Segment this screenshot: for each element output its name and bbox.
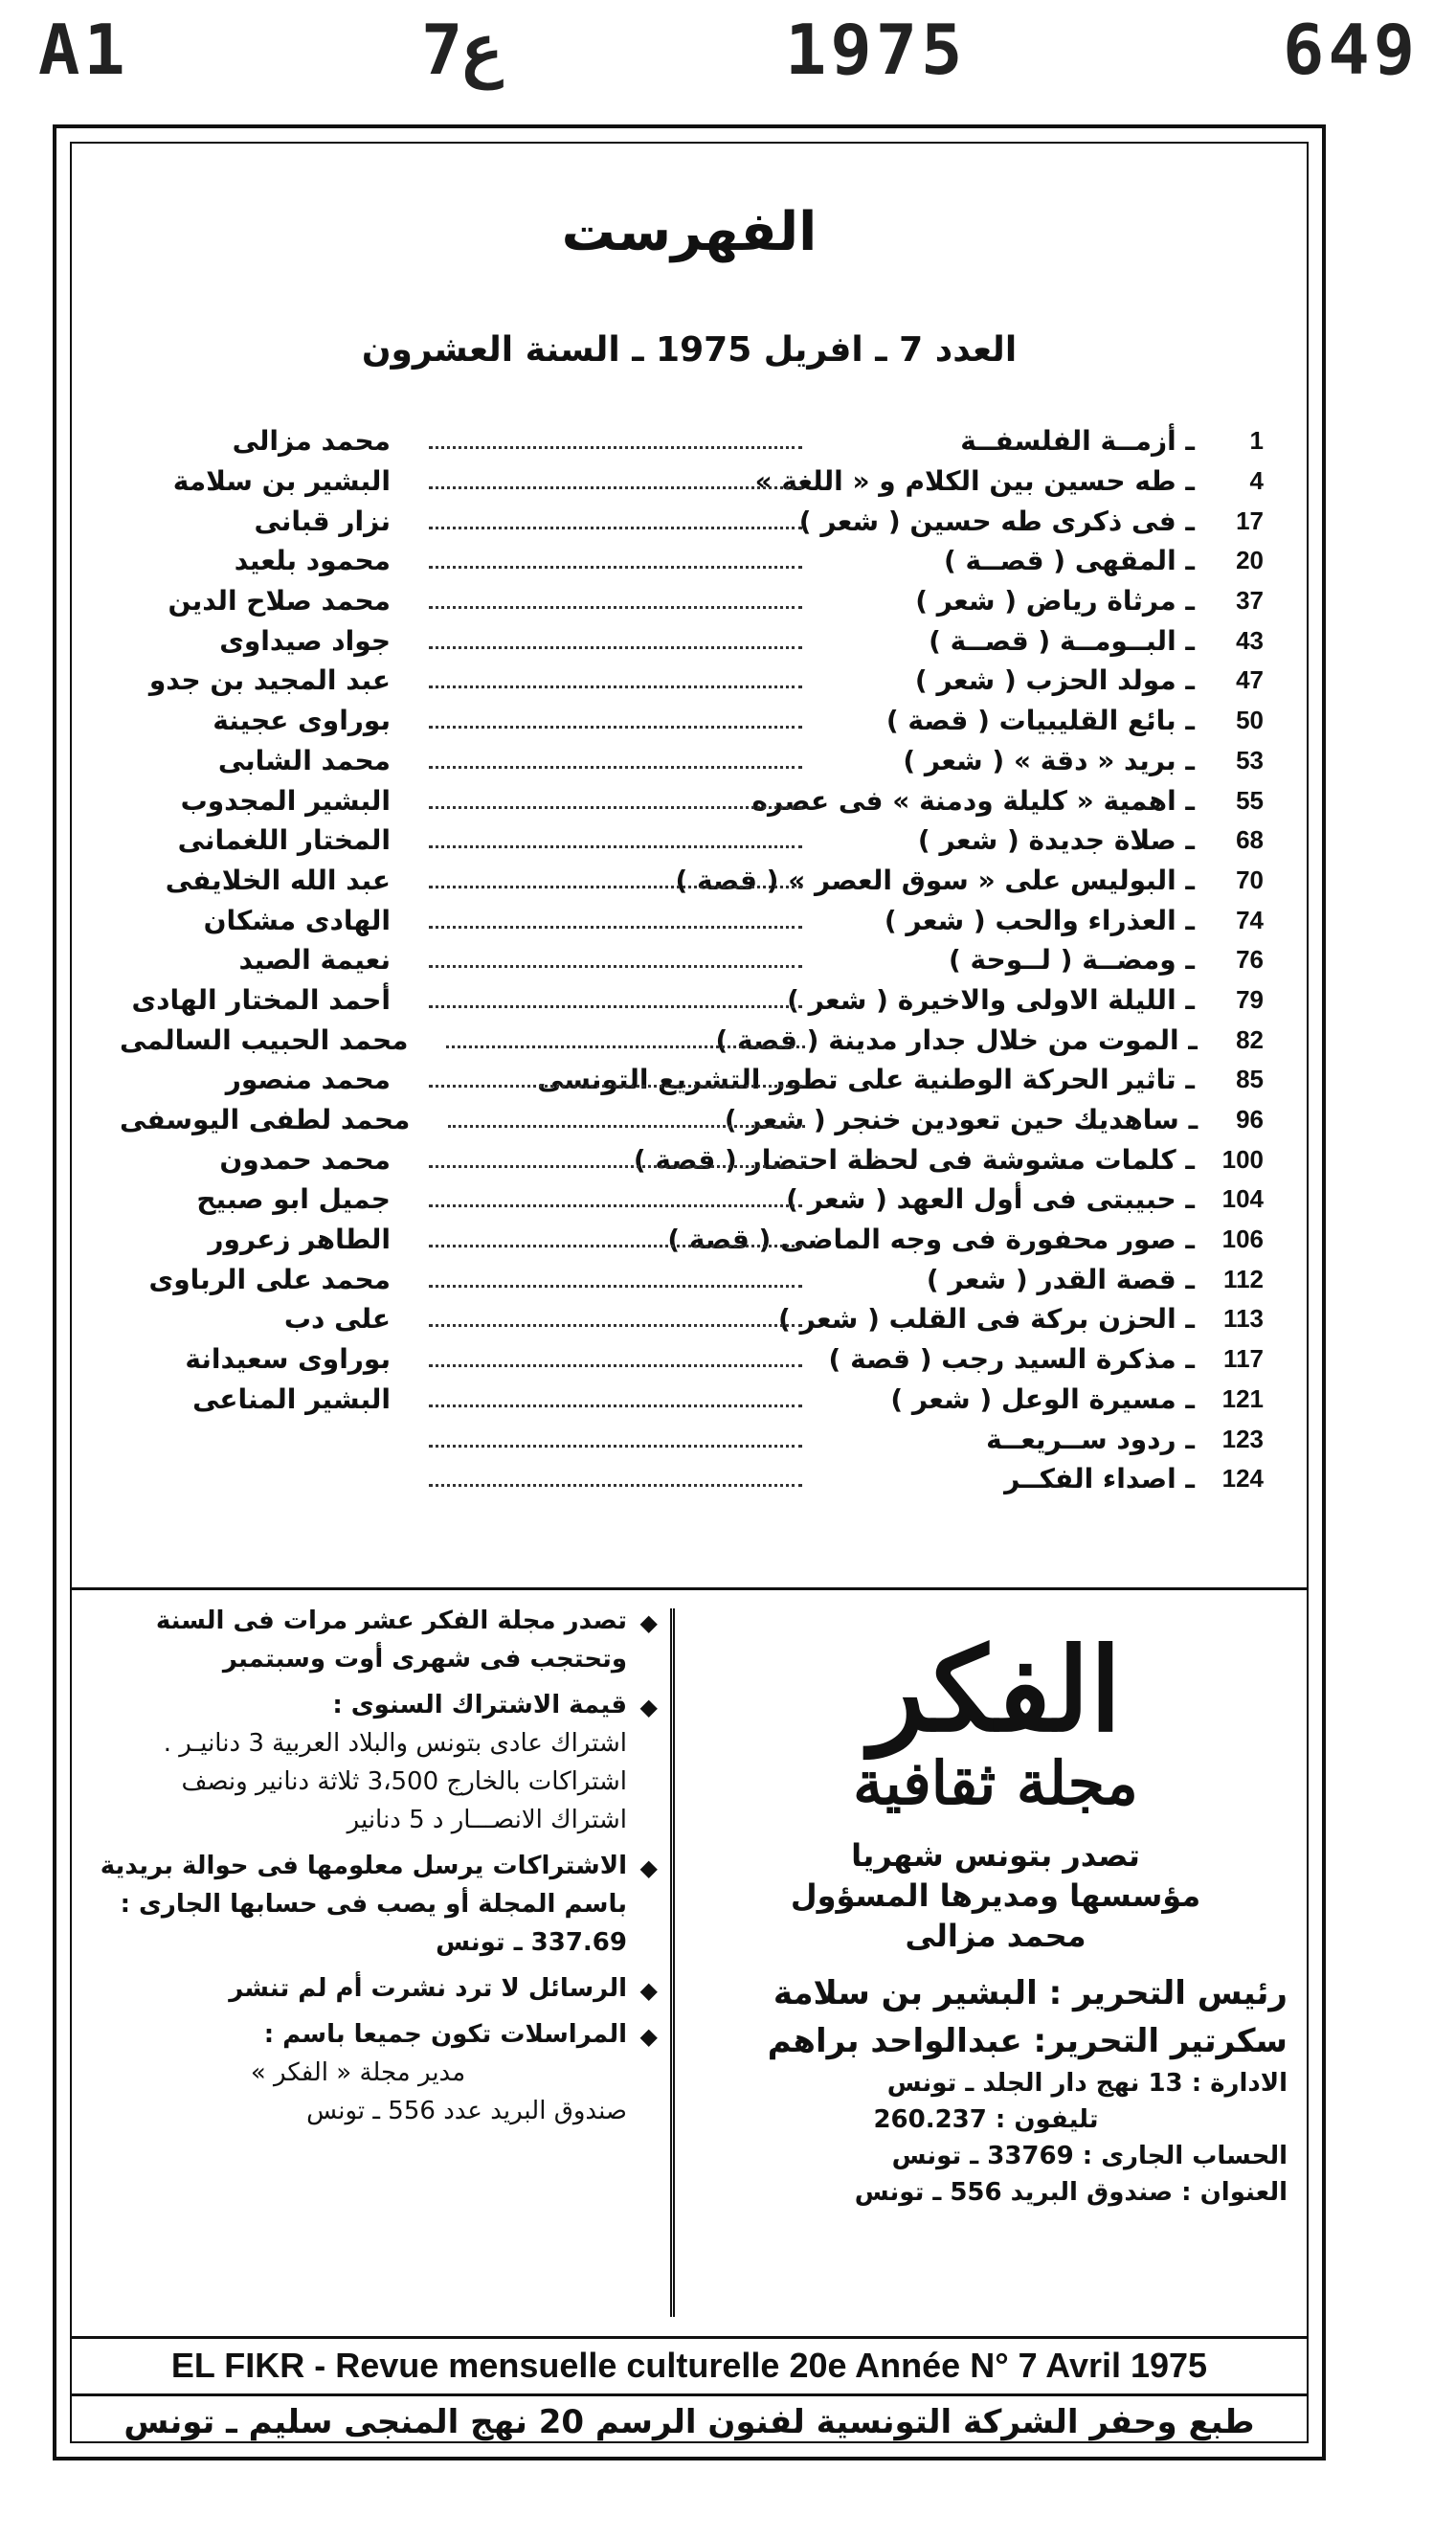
subscription-abroad: اشتراكات بالخارج 3،500 ثلاثة دنانير ونصف — [181, 1767, 627, 1796]
column-divider — [670, 1608, 675, 2317]
toc-leader-dots — [429, 1085, 802, 1088]
toc-title: ـ اهمية « كليلة ودمنة » فى عصره — [751, 784, 1195, 817]
toc-row — [120, 1419, 1264, 1459]
toc-author: محمد مزالى — [232, 425, 391, 458]
toc-page-number: 4 — [1249, 466, 1264, 496]
toc-page-number: 74 — [1236, 905, 1264, 934]
toc-title: ـ صور محفورة فى وجه الماضى ( قصة ) — [667, 1224, 1195, 1256]
list-item: ◆ المراسلات تكون جميعا باسم : — [72, 2008, 665, 2054]
subscription-supporters: اشتراك الانصـــار د 5 دنانير — [347, 1806, 627, 1834]
toc-title: ـ ردود ســريعــة — [986, 1423, 1195, 1455]
toc-row — [120, 1020, 1264, 1060]
toc-row — [120, 940, 1264, 980]
handwritten-volume: 7ع — [421, 10, 504, 90]
founder-label: مؤسسها ومديرها المسؤول — [790, 1877, 1201, 1914]
toc-author: محمد منصور — [225, 1064, 391, 1096]
toc-title: ـ اصداء الفكــر — [1004, 1463, 1195, 1495]
toc-author: بوراوى سعيدانة — [185, 1343, 391, 1376]
toc-leader-dots — [448, 1125, 805, 1128]
toc-author: البشير بن سلامة — [172, 465, 391, 498]
divider-bottom — [72, 2336, 1307, 2339]
toc-page-number: 96 — [1236, 1105, 1264, 1135]
toc-row — [120, 620, 1264, 661]
toc-leader-dots — [429, 566, 802, 569]
toc-page-number: 82 — [1236, 1024, 1264, 1054]
toc-title: ـ كلمات مشوشة فى لحظة احتضار ( قصة ) — [633, 1143, 1195, 1176]
toc-title: ـ بائع القليبيات ( قصة ) — [885, 705, 1195, 737]
masthead-column — [684, 1594, 1307, 2329]
toc-author: بوراوى عجينة — [213, 705, 391, 737]
toc-title: ـ الموت من خلال جدار مدينة ( قصة ) — [715, 1023, 1198, 1056]
toc-leader-dots — [429, 646, 802, 649]
toc-title: ـ البوليس على « سوق العصر » ( قصة ) — [675, 864, 1195, 896]
toc-author: نعيمة الصيد — [238, 944, 391, 977]
toc-leader-dots — [429, 606, 802, 609]
magazine-subtitle: مجلة ثقافية — [853, 1748, 1138, 1818]
toc-title: ـ مذكرة السيد رجب ( قصة ) — [828, 1343, 1195, 1376]
telephone: تليفون : 260.237 — [873, 2105, 1099, 2134]
toc-page-number: 55 — [1236, 785, 1264, 815]
toc-page-number: 100 — [1221, 1144, 1264, 1174]
diamond-bullet-icon: ◆ — [639, 1694, 658, 1720]
toc-author: جواد صيداوى — [219, 624, 391, 657]
divider-top — [72, 1587, 1307, 1590]
toc-author: محمد حمدون — [219, 1143, 391, 1176]
toc-author: على دب — [283, 1303, 391, 1336]
toc-page-number: 53 — [1236, 745, 1264, 775]
toc-leader-dots — [429, 845, 802, 848]
toc-page-number: 117 — [1223, 1344, 1264, 1374]
toc-author: محمد لطفى اليوسفى — [120, 1104, 411, 1136]
toc-title: ـ مسيرة الوعل ( شعر ) — [890, 1382, 1195, 1415]
toc-row — [120, 541, 1264, 581]
correspondence-name: مدير مجلة « الفكر » — [250, 2058, 466, 2087]
toc-leader-dots — [429, 1484, 802, 1487]
toc-page-number: 121 — [1221, 1383, 1264, 1413]
toc-leader-dots — [429, 1165, 802, 1168]
toc-leader-dots — [429, 446, 802, 449]
toc-title: ـ البــومــة ( قصــة ) — [929, 624, 1195, 657]
toc-row — [120, 701, 1264, 741]
toc-title: ـ فى ذكرى طه حسين ( شعر ) — [798, 505, 1195, 537]
toc-page-number: 50 — [1236, 706, 1264, 735]
toc-page-number: 123 — [1221, 1424, 1264, 1453]
issue-line: العدد 7 ـ افريل 1975 ـ السنة العشرون — [361, 330, 1018, 370]
founder-name: محمد مزالى — [905, 1918, 1086, 1954]
toc-row — [120, 501, 1264, 541]
list-item: ◆ قيمة الاشتراك السنوى : — [72, 1678, 665, 1724]
page-title: الفهرست — [561, 201, 818, 263]
toc-title: ـ العذراء والحب ( شعر ) — [884, 904, 1195, 936]
toc-title: ـ طه حسين بين الكلام و « اللغة » — [754, 465, 1195, 498]
toc-leader-dots — [429, 965, 802, 968]
toc-row — [120, 1060, 1264, 1100]
toc-title: ـ مولد الحزب ( شعر ) — [914, 664, 1195, 697]
toc-title: ـ الليلة الاولى والاخيرة ( شعر ) — [787, 983, 1195, 1016]
toc-page-number: 68 — [1236, 825, 1264, 855]
toc-row — [120, 900, 1264, 940]
toc-title: ـ مرثاة رياض ( شعر ) — [915, 585, 1195, 618]
toc-leader-dots — [429, 766, 802, 769]
toc-row — [120, 1380, 1264, 1420]
toc-row — [120, 1339, 1264, 1380]
magazine-logo: الفكر — [869, 1623, 1122, 1758]
toc-author: جميل ابو صبيح — [196, 1183, 391, 1216]
toc-page-number: 85 — [1236, 1065, 1264, 1094]
toc-page-number: 106 — [1221, 1225, 1264, 1254]
toc-row — [120, 741, 1264, 781]
correspondence-address: صندوق البريد عدد 556 ـ تونس — [306, 2097, 627, 2125]
toc-row — [120, 980, 1264, 1021]
toc-author: نزار قبانى — [254, 505, 391, 537]
administration-address: الادارة : 13 نهج دار الجلد ـ تونس — [886, 2069, 1288, 2098]
publication-frequency: تصدر بتونس شهريا — [851, 1837, 1140, 1874]
diamond-bullet-icon: ◆ — [639, 2023, 658, 2050]
toc-title: ـ قصة القدر ( شعر ) — [926, 1263, 1195, 1295]
list-item: ◆ تصدر مجلة الفكر عشر مرات فى السنة وتحتجب فى شهرى أوت وسبتمبر — [72, 1594, 665, 1678]
toc-leader-dots — [429, 1285, 802, 1288]
handwritten-archive-code: A1 — [38, 10, 129, 90]
toc-title: ـ بريد « دقة » ( شعر ) — [903, 744, 1195, 776]
toc-page-number: 79 — [1236, 984, 1264, 1014]
toc-title: ـ أزمــة الفلسفــة — [960, 425, 1195, 458]
inner-frame — [70, 142, 1309, 2443]
toc-author: محمد الشابى — [217, 744, 391, 776]
toc-page-number: 17 — [1236, 506, 1264, 535]
toc-leader-dots — [429, 1245, 802, 1247]
toc-page-number: 124 — [1221, 1464, 1264, 1494]
toc-row — [120, 820, 1264, 861]
toc-page-number: 20 — [1236, 546, 1264, 575]
toc-row — [120, 861, 1264, 901]
toc-author: البشير المجدوب — [180, 784, 391, 817]
toc-leader-dots — [446, 1045, 804, 1048]
toc-title: ـ حبيبتى فى أول العهد ( شعر ) — [786, 1183, 1195, 1216]
postal-address: العنوان : صندوق البريد 556 ـ تونس — [854, 2178, 1288, 2207]
toc-author: محمد الحبيب السالمى — [120, 1023, 409, 1056]
toc-row — [120, 1259, 1264, 1299]
toc-author: البشير المناعى — [192, 1382, 391, 1415]
toc-row — [120, 1100, 1264, 1140]
editor-in-chief: رئيس التحرير : البشير بن سلامة — [773, 1974, 1288, 2012]
toc-row — [120, 1299, 1264, 1339]
list-item: ◆ الاشتراكات يرسل معلومها فى حوالة بريدية باسم المجلة أو يصب فى حسابها الجارى : 337.69 ـ تونس — [72, 1839, 665, 1962]
printer-line: طبع وحفر الشركة التونسية لفنون الرسم 20 نهج المنجى سليم ـ تونس — [123, 2403, 1255, 2441]
toc-page-number: 70 — [1236, 865, 1264, 894]
toc-title: ـ تاثير الحركة الوطنية على تطور التشريع التونسى — [537, 1064, 1195, 1096]
toc-row — [120, 780, 1264, 820]
editorial-secretary: سكرتير التحرير: عبدالواحد براهم — [767, 2022, 1288, 2060]
toc-row — [120, 661, 1264, 701]
toc-author: محمد صلاح الدين — [168, 585, 391, 618]
toc-row — [120, 1220, 1264, 1260]
toc-page-number: 76 — [1236, 945, 1264, 975]
toc-title: ـ الحزن بركة فى القلب ( شعر ) — [778, 1303, 1195, 1336]
toc-author: محمد على الرباوى — [148, 1263, 391, 1295]
toc-row — [120, 461, 1264, 502]
toc-leader-dots — [429, 1005, 802, 1008]
toc-leader-dots — [429, 1404, 802, 1407]
toc-row — [120, 1459, 1264, 1499]
handwritten-year: 1975 — [785, 10, 967, 90]
diamond-bullet-icon: ◆ — [639, 1609, 658, 1636]
toc-author: الطاهر زعرور — [208, 1224, 391, 1256]
toc-title: ـ صلاة جديدة ( شعر ) — [917, 824, 1195, 857]
toc-page-number: 113 — [1223, 1304, 1264, 1334]
subscription-column — [72, 1594, 665, 2329]
toc-row — [120, 421, 1264, 461]
toc-page-number: 112 — [1223, 1264, 1264, 1293]
list-item: ◆ الرسائل لا ترد نشرت أم لم تنشر — [72, 1962, 665, 2008]
toc-author: عبد الله الخلايفى — [165, 864, 391, 896]
toc-author: محمود بلعيد — [234, 545, 391, 577]
toc-page-number: 43 — [1236, 625, 1264, 655]
current-account: الحساب الجارى : 33769 ـ تونس — [891, 2142, 1288, 2170]
toc-row — [120, 1180, 1264, 1220]
toc-leader-dots — [429, 1445, 802, 1448]
toc-leader-dots — [429, 926, 802, 929]
diamond-bullet-icon: ◆ — [639, 1977, 658, 2004]
toc-title: ـ ومضــة ( لــوحة ) — [949, 944, 1195, 977]
toc-leader-dots — [429, 726, 802, 729]
toc-leader-dots — [429, 886, 802, 888]
handwritten-page-number: 649 — [1283, 10, 1420, 90]
toc-page-number: 104 — [1221, 1184, 1264, 1214]
diamond-bullet-icon: ◆ — [639, 1854, 658, 1881]
toc-row — [120, 1139, 1264, 1180]
toc-title: ـ ساهديك حين تعودين خنجر ( شعر ) — [724, 1104, 1198, 1136]
page-frame — [53, 124, 1326, 2460]
toc-page-number: 1 — [1249, 426, 1264, 456]
toc-author: المختار اللغمانى — [177, 824, 391, 857]
subscription-local: اشتراك عادى بتونس والبلاد العربية 3 دنانيـر . — [163, 1729, 627, 1758]
toc-title: ـ المقهى ( قصــة ) — [943, 545, 1195, 577]
divider-footer — [72, 2393, 1307, 2396]
toc-leader-dots — [429, 486, 802, 489]
toc-leader-dots — [429, 806, 802, 809]
footer-line: EL FIKR - Revue mensuelle culturelle 20e Année N° 7 Avril 1975 — [170, 2346, 1208, 2385]
toc-leader-dots — [429, 527, 802, 529]
toc-leader-dots — [429, 1204, 802, 1207]
toc-page-number: 47 — [1236, 665, 1264, 695]
table-of-contents — [120, 421, 1264, 1499]
toc-row — [120, 581, 1264, 621]
toc-author: الهادى مشكان — [203, 904, 391, 936]
toc-author: عبد المجيد بن جدو — [148, 664, 391, 697]
toc-leader-dots — [429, 685, 802, 688]
toc-author: أحمد المختار الهادى — [131, 983, 391, 1016]
toc-page-number: 37 — [1236, 586, 1264, 616]
toc-leader-dots — [429, 1364, 802, 1367]
toc-leader-dots — [429, 1324, 802, 1327]
